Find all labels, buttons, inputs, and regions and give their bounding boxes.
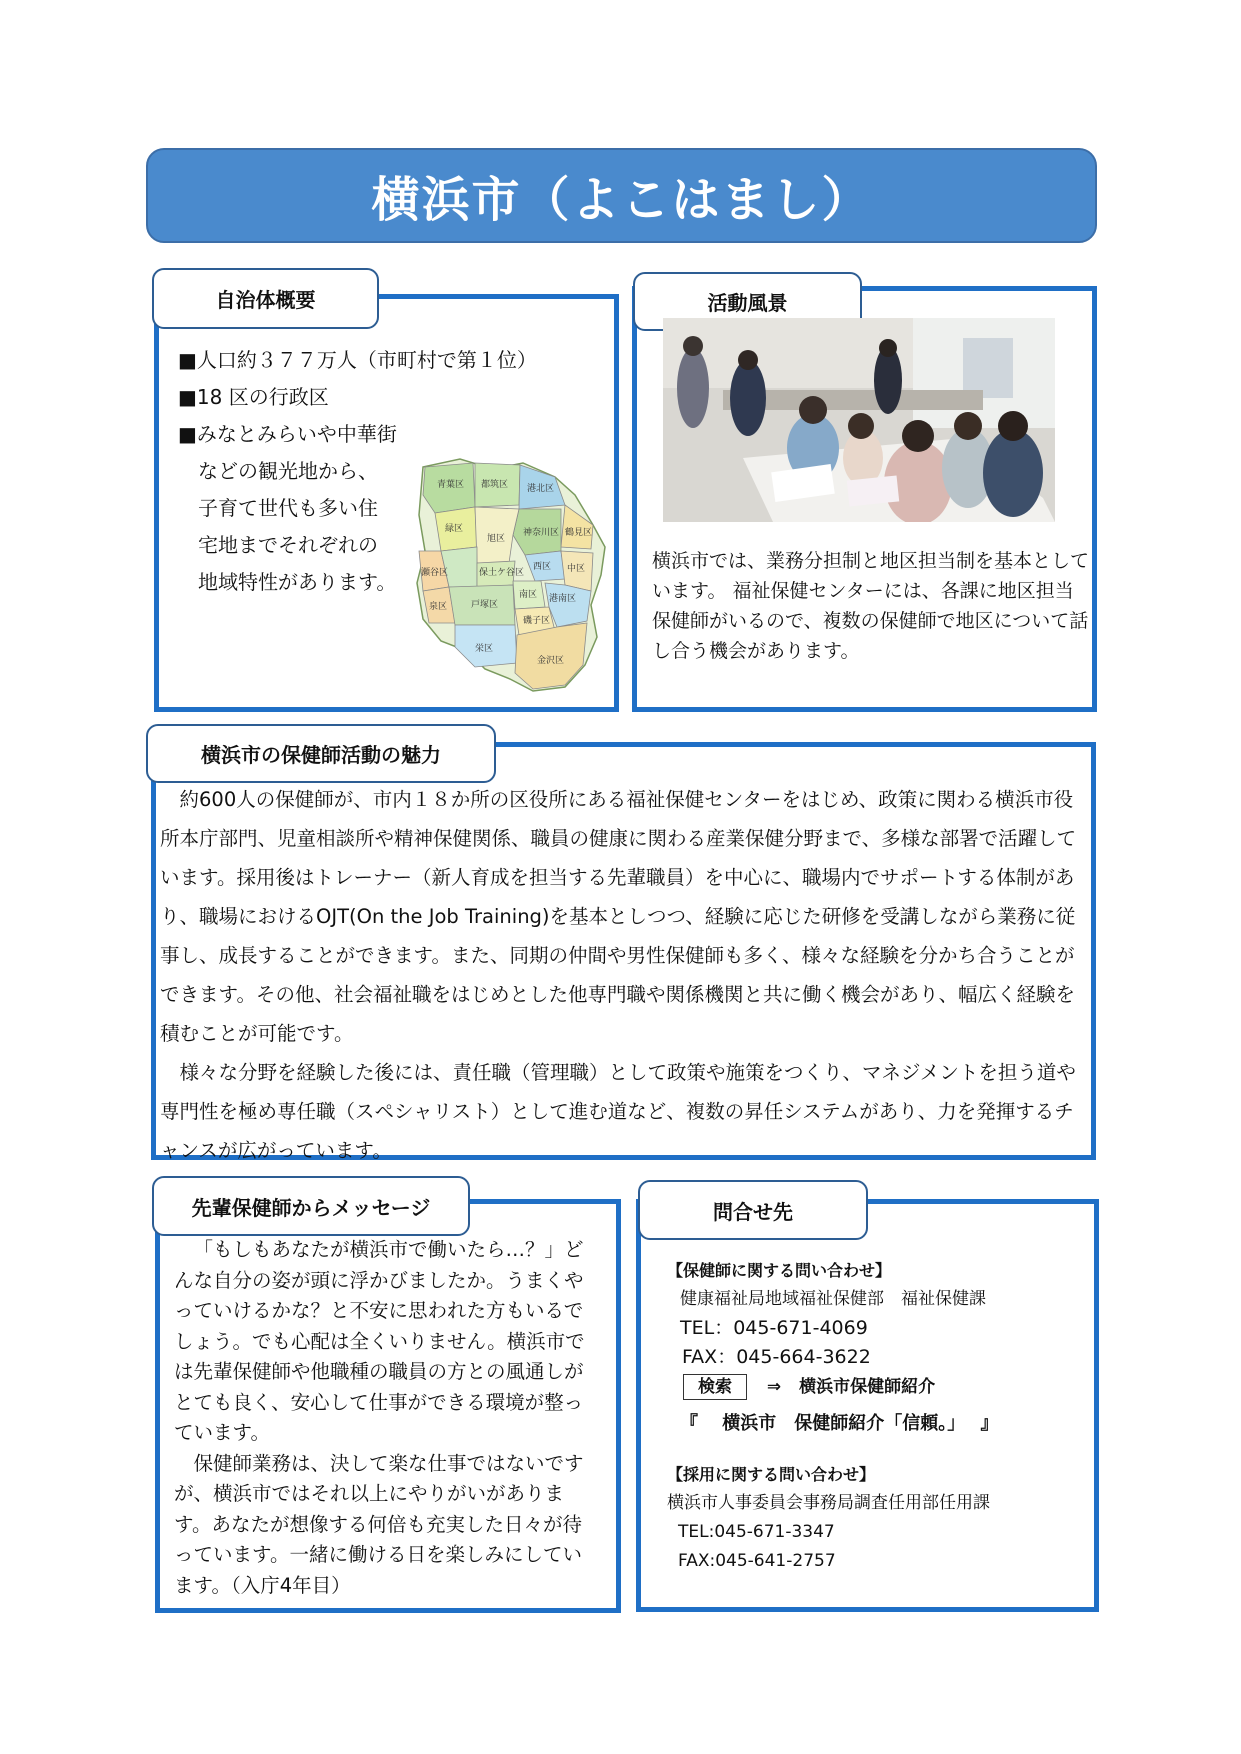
contact-hire-dept: 横浜市人事委員会事務局調査任用部任用課: [667, 1493, 990, 1513]
contact-nurse-fax: FAX：045-664-3622: [682, 1346, 871, 1368]
svg-text:泉区: 泉区: [429, 602, 448, 612]
message-tab: 先輩保健師からメッセージ: [152, 1176, 470, 1236]
overview-cont-4: 地域特性があります。: [198, 570, 397, 594]
contact-tab: 問合せ先: [638, 1180, 868, 1240]
overview-tab: 自治体概要: [152, 268, 379, 329]
overview-cont-3: 宅地までそれぞれの: [198, 533, 378, 557]
overview-cont-2: 子育て世代も多い住: [198, 496, 378, 520]
svg-text:都筑区: 都筑区: [481, 480, 509, 490]
overview-item-population: ■人口約３７７万人（市町村で第１位）: [178, 348, 537, 372]
activity-tab: 活動風景: [633, 272, 862, 331]
svg-text:青葉区: 青葉区: [437, 480, 465, 490]
svg-text:栄区: 栄区: [475, 644, 494, 654]
search-button[interactable]: 検索: [683, 1374, 747, 1400]
svg-text:西区: 西区: [533, 562, 552, 572]
message-paragraph-2: 保健師業務は、決して楽な仕事ではないですが、横浜市ではそれ以上にやりがいがあります。あなたが想像する何倍も充実した日々が待っています。一緒に働ける日を楽しみにしています。（入庁4年目）: [174, 1451, 584, 1597]
activity-photo: [663, 318, 1055, 522]
svg-text:金沢区: 金沢区: [537, 656, 565, 666]
svg-text:港北区: 港北区: [527, 484, 555, 494]
search-target: 横浜市保健師紹介: [799, 1377, 936, 1397]
overview-cont-1: などの観光地から、: [198, 459, 378, 483]
svg-text:旭区: 旭区: [487, 534, 506, 544]
overview-item-sights: ■みなとみらいや中華街: [178, 422, 397, 446]
page-title: 横浜市（よこはまし）: [371, 172, 872, 228]
svg-text:磯子区: 磯子区: [523, 616, 551, 626]
overview-item-wards: ■18 区の行政区: [178, 385, 329, 409]
contact-nurse-tel: TEL：045-671-4069: [680, 1317, 868, 1339]
activity-description: 横浜市では、業務分担制と地区担当制を基本としています。 福祉保健センターには、各課に地区担当保健師がいるので、複数の保健師で地区について話し合う機会があります。: [652, 550, 1090, 662]
yokohama-ward-map: [415, 455, 613, 693]
charm-paragraph-1: 約600人の保健師が、市内１８か所の区役所にある福祉保健センターをはじめ、政策に関わる横浜市役所本庁部門、児童相談所や精神保健関係、職員の健康に関わる産業保健分野まで、多様な部署で活躍しています。採用後はトレーナー（新人育成を担当する先輩職員）を中心に、職場内でサポートする体制があり、職場におけるOJT(On the Job Training)を基本としつつ、経験に応じた研修を受講しながら業務に従事し、成長することができます。また、同期の仲間や男性保健師も多く、様々な経験を分かち合うことができます。その他、社会福祉職をはじめとした他専門職や関係機関と共に働く機会があり、幅広く経験を積むことが可能です。: [160, 788, 1077, 1045]
svg-text:港南区: 港南区: [549, 594, 577, 604]
svg-text:保土ケ谷区: 保土ケ谷区: [479, 568, 525, 578]
search-query: 『 横浜市 保健師紹介「信頼。」 』: [680, 1413, 999, 1434]
svg-text:神奈川区: 神奈川区: [523, 528, 560, 538]
contact-hire-tel: TEL:045-671-3347: [678, 1522, 835, 1542]
svg-text:南区: 南区: [519, 590, 538, 600]
charm-body: [160, 780, 1084, 1170]
svg-text:戸塚区: 戸塚区: [471, 600, 499, 610]
contact-nurse-dept: 健康福祉局地域福祉保健部 福祉保健課: [680, 1289, 986, 1309]
contact-hire-fax: FAX:045-641-2757: [678, 1551, 836, 1571]
svg-text:緑区: 緑区: [445, 524, 464, 534]
message-paragraph-1: 「もしもあなたが横浜市で働いたら…？」どんな自分の姿が頭に浮かびましたか。うまくやっていけるかな？と不安に思われた方もいるでしょう。でも心配は全くいりません。横浜市では先輩保健師や他職種の職員の方との風通しがとても良く、安心して仕事ができる環境が整っています。: [174, 1238, 585, 1444]
search-arrow: ⇒: [766, 1377, 782, 1397]
message-body: [174, 1235, 598, 1601]
title-banner: [146, 148, 1097, 243]
svg-text:中区: 中区: [567, 564, 586, 574]
contact-hire-heading: 【採用に関する問い合わせ】: [667, 1465, 876, 1484]
svg-text:鶴見区: 鶴見区: [565, 528, 593, 538]
charm-tab: 横浜市の保健師活動の魅力: [146, 724, 496, 783]
contact-nurse-heading: 【保健師に関する問い合わせ】: [667, 1261, 892, 1280]
charm-paragraph-2: 様々な分野を経験した後には、責任職（管理職）として政策や施策をつくり、マネジメントを担う道や専門性を極め専任職（スペシャリスト）として進む道など、複数の昇任システムがあり、力を発揮するチャンスが広がっています。: [160, 1061, 1076, 1162]
contact-search-row: [683, 1373, 935, 1402]
svg-text:瀬谷区: 瀬谷区: [421, 568, 449, 578]
